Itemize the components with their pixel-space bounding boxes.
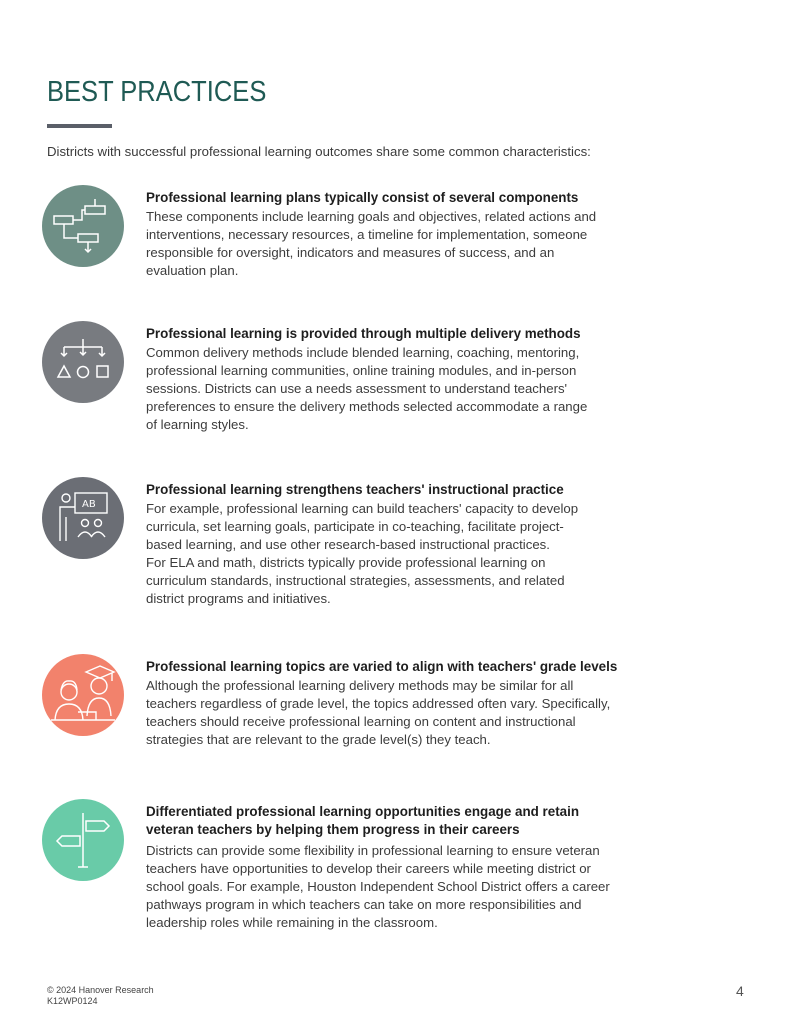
page-number: 4 <box>736 983 744 999</box>
document-code: K12WP0124 <box>47 996 98 1006</box>
signpost-icon <box>42 799 124 881</box>
intro-text: Districts with successful professional learning outcomes share some common characteristics: <box>47 144 591 159</box>
practice-heading-5: Differentiated professional learning opportunities engage and retain veteran teachers by helping them progress in their careers <box>146 804 580 837</box>
delivery-methods-icon <box>42 321 124 403</box>
practice-text-3: For example, professional learning can build teachers' capacity to develop curricula, set learning goals, participate in co-teaching, facilitate project- based learning, and use other research-based instructional practices. For ELA and math, districts typically provide professional learning on curriculum standards, instructional strategies, assessments, and related district programs and initiatives. <box>146 501 579 606</box>
practice-text-5: Districts can provide some flexibility in professional learning to ensure veteran teachers have opportunities to develop their careers while meeting district or school goals. For example, Houston Independent School District offers a career pathways program in which teachers can take on more responsibilities and leadership roles while remaining in the classroom. <box>146 843 610 930</box>
footer <box>47 985 154 1007</box>
svg-text:AB: AB <box>82 499 96 510</box>
students-graduation-icon <box>42 654 124 736</box>
practice-heading-1: Professional learning plans typically consist of several components <box>146 190 579 205</box>
practice-text-4: Although the professional learning delivery methods may be similar for all teachers regardless of grade level, the topics addressed often vary. Specifically, teachers should receive professional learning on content and instructional strategies that are relevant to the grade level(s) they teach. <box>146 678 611 747</box>
practice-heading-4: Professional learning topics are varied to align with teachers' grade levels <box>146 659 618 674</box>
copyright-text: © 2024 Hanover Research <box>47 985 154 995</box>
practice-text-2: Common delivery methods include blended learning, coaching, mentoring, professional learning communities, online training modules, and in-person sessions. Districts can use a needs assessment to understand teachers' preferences to ensure the delivery methods selected accommodate a range of learning styles. <box>146 345 588 432</box>
flowchart-icon <box>42 185 124 267</box>
page-title: BEST PRACTICES <box>47 76 267 108</box>
practice-heading-3: Professional learning strengthens teachers' instructional practice <box>146 482 564 497</box>
classroom-teacher-icon <box>42 477 124 559</box>
practice-heading-2: Professional learning is provided through multiple delivery methods <box>146 326 581 341</box>
practice-text-1: These components include learning goals and objectives, related actions and interventions, necessary resources, a timeline for implementation, someone responsible for oversight, indicators and measures of success, and an evaluation plan. <box>146 209 597 278</box>
title-underline <box>47 124 112 128</box>
